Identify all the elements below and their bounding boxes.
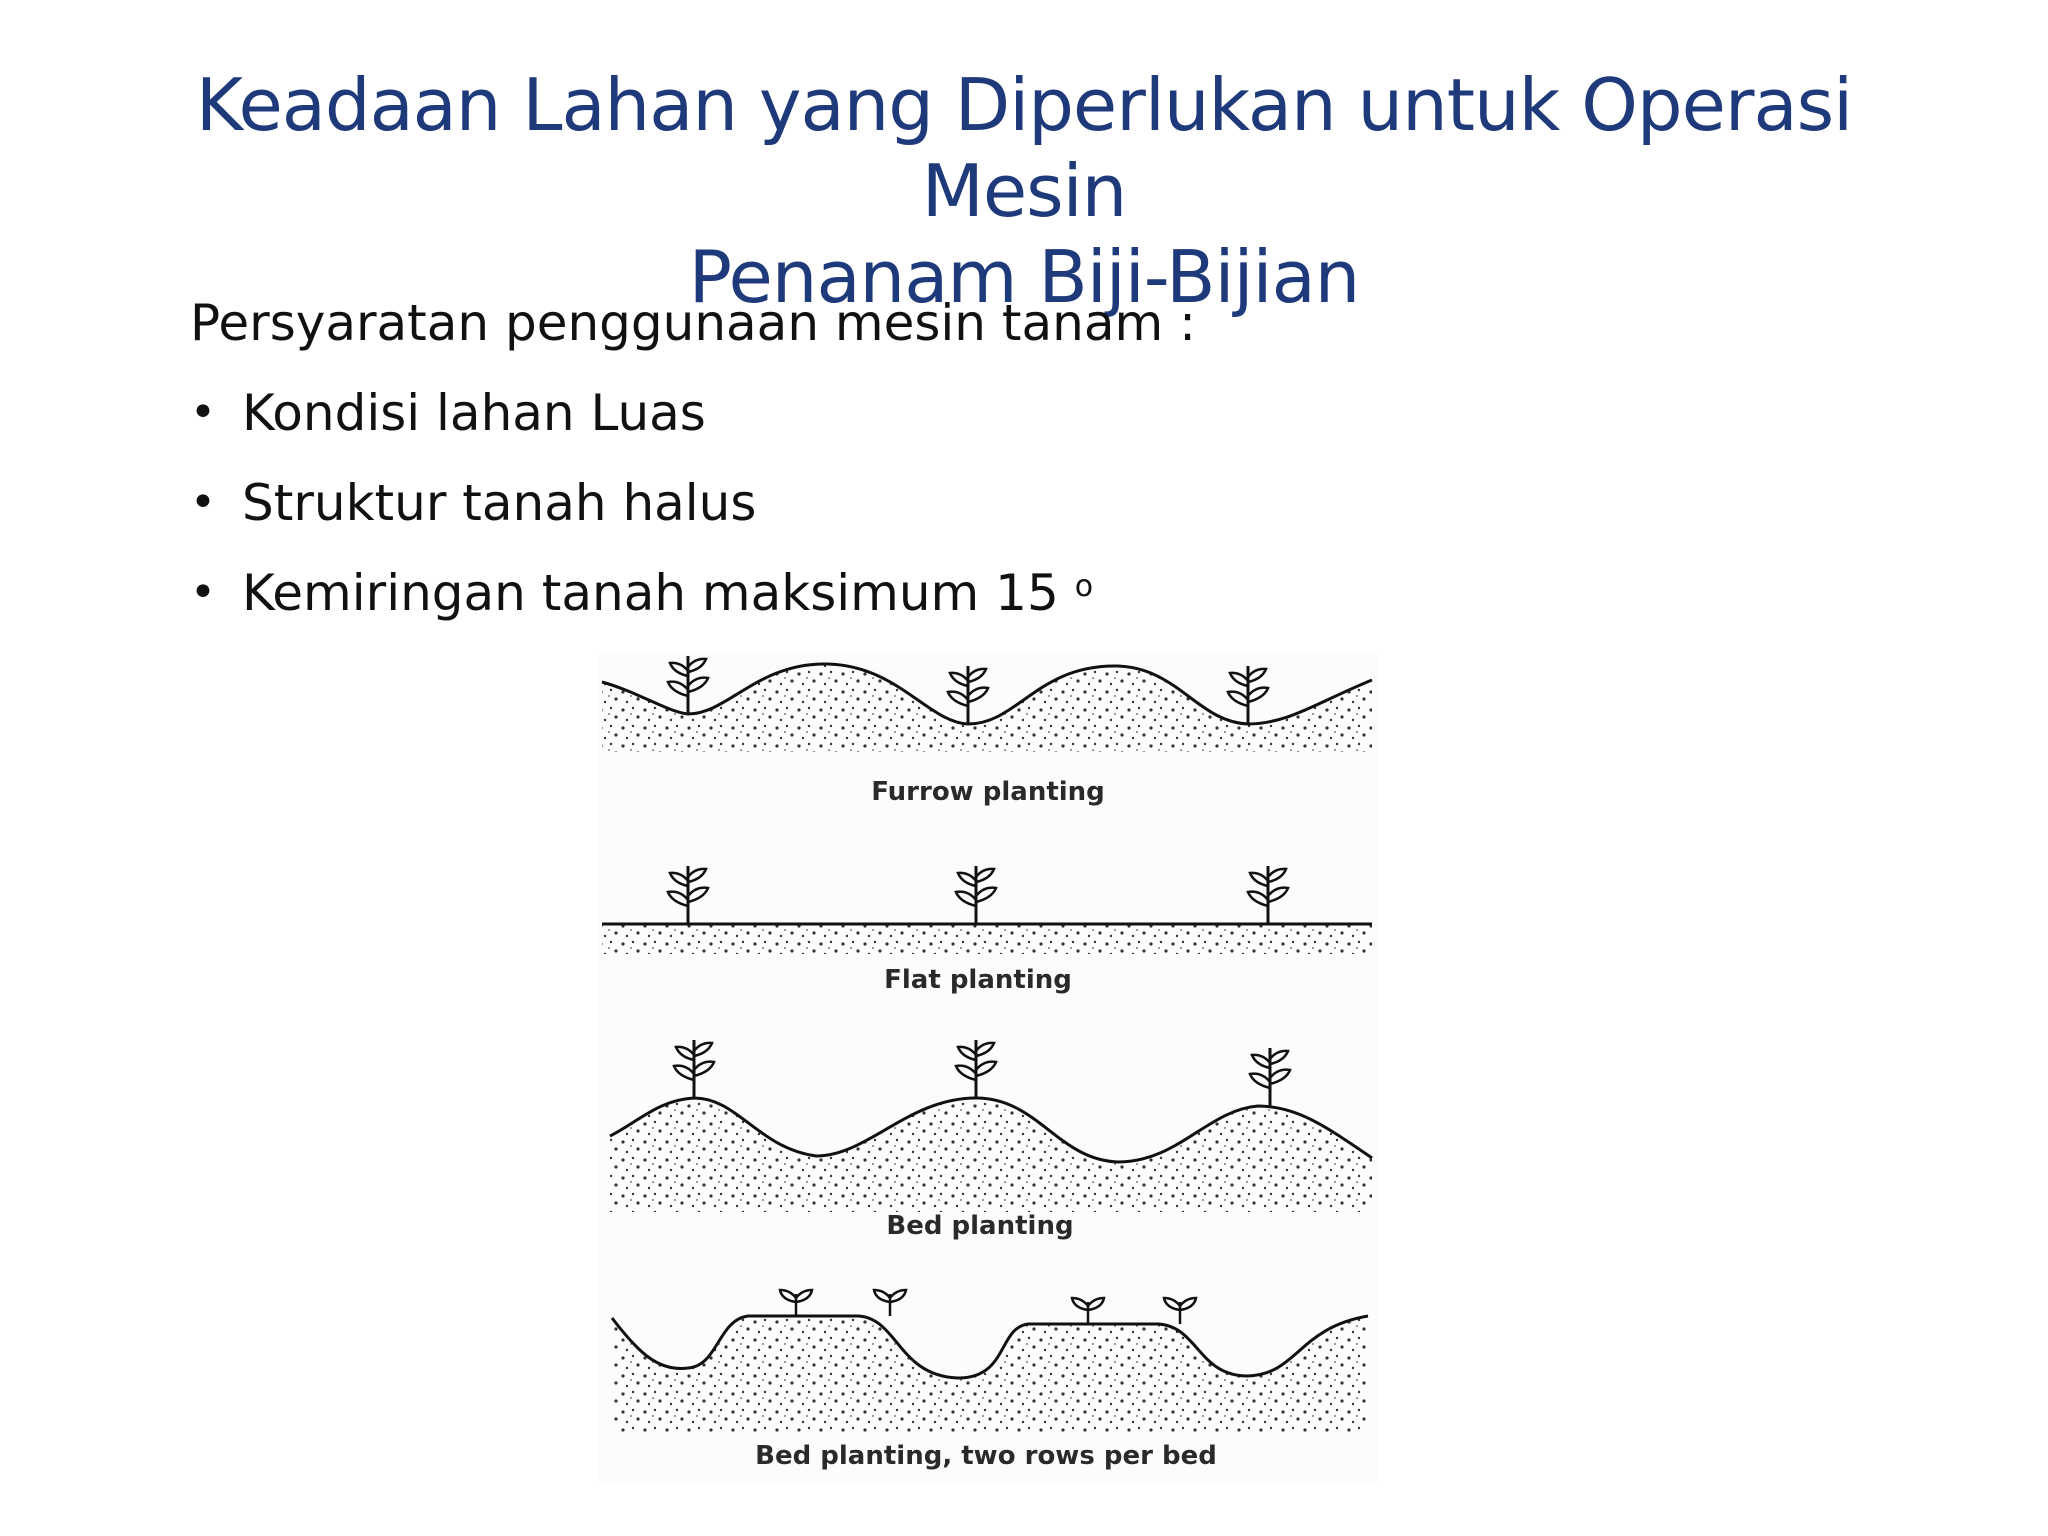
plant-icon — [668, 866, 708, 924]
plant-icon — [1250, 1048, 1290, 1106]
caption-furrow-planting: Furrow planting — [871, 777, 1105, 807]
plant-icon — [956, 866, 996, 924]
list-item-text: Kondisi lahan Luas — [242, 384, 706, 442]
bullet-icon: • — [190, 567, 216, 618]
seedling-icon — [874, 1290, 906, 1316]
caption-flat-planting: Flat planting — [884, 965, 1072, 995]
planting-methods-figure — [598, 652, 1378, 1482]
caption-bed-planting: Bed planting — [886, 1211, 1074, 1241]
list-item — [190, 378, 1093, 468]
slide-title — [100, 62, 1948, 320]
bed-two-rows-diagram — [612, 1290, 1368, 1471]
plant-icon — [1248, 866, 1288, 924]
caption-bed-two-rows: Bed planting, two rows per bed — [755, 1441, 1217, 1471]
list-item-text: Kemiringan tanah maksimum 15 — [242, 564, 1059, 622]
furrow-planting-diagram — [602, 656, 1372, 807]
flat-planting-diagram — [602, 866, 1372, 995]
list-item — [190, 468, 1093, 558]
plant-icon — [948, 666, 988, 724]
bullet-icon: • — [190, 477, 216, 528]
seedling-icon — [780, 1290, 812, 1316]
list-item-text: Struktur tanah halus — [242, 474, 757, 532]
bullet-icon: • — [190, 387, 216, 438]
requirements-list — [190, 378, 1093, 648]
degree-superscript: o — [1074, 569, 1094, 604]
plant-icon — [674, 1040, 714, 1098]
seedling-icon — [1164, 1298, 1196, 1324]
slide-title-line-1: Keadaan Lahan yang Diperlukan untuk Operasi Mesin — [195, 63, 1853, 233]
plant-icon — [956, 1040, 996, 1098]
plant-icon — [668, 656, 708, 714]
slide-title-line-2: Penanam Biji-Bijian — [688, 235, 1360, 319]
list-item — [190, 558, 1093, 648]
seedling-icon — [1072, 1298, 1104, 1324]
bed-planting-diagram — [610, 1040, 1372, 1241]
requirements-intro: Persyaratan penggunaan mesin tanam : — [190, 294, 1196, 352]
plant-icon — [1228, 666, 1268, 724]
